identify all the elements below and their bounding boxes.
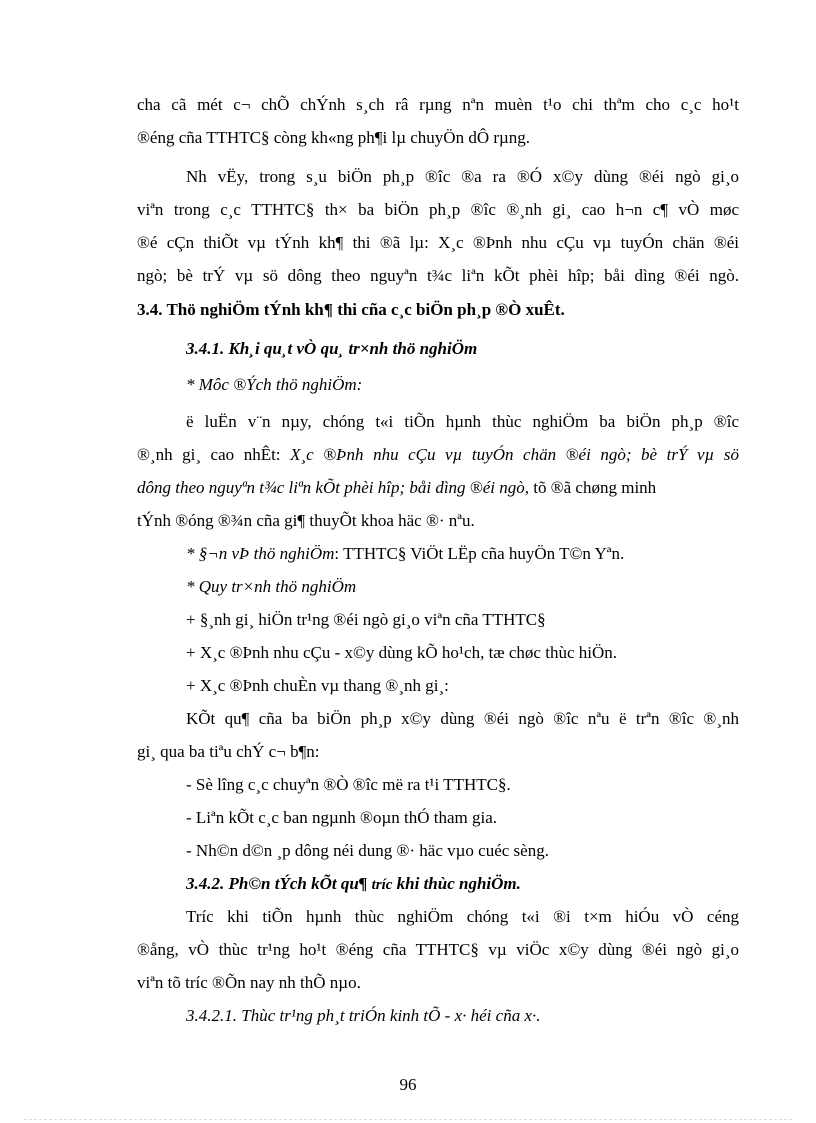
page-bottom-rule (24, 1119, 792, 1120)
paragraph-line: cha cã mét c¬ chÕ chÝnh s¸ch râ rµng nªn muèn t¹o chi thªm cho c¸c ho¹t (137, 95, 739, 114)
italic-text-run: X¸c ®Þnh nhu cÇu vµ tuyÓn chän ®éi ngò; bè trÝ vµ sö (290, 445, 739, 464)
process-label: * Quy tr×nh thö nghiÖm (186, 577, 357, 596)
criteria-item: - Liªn kÕt c¸c ban ngµnh ®oµn thÓ tham gia. (186, 808, 498, 827)
paragraph-line: ngò; bè trÝ vµ sö dông theo nguyªn t¾c liªn kÕt phèi hîp; båi dìng ®éi ngò. (137, 266, 739, 285)
heading-run: khi thùc nghiÖm. (392, 874, 521, 893)
unit-label: * §¬n vÞ thö nghiÖm (186, 544, 335, 563)
criteria-item: - Nh©n d©n ¸p dông néi dung ®· häc vµo cuéc sèng. (186, 841, 549, 860)
unit-value: : TTHTC§ ViÖt LËp cña huyÖn T©n Yªn. (334, 544, 625, 563)
paragraph-line: tÝnh ®óng ®¾n cña gi¶ thuyÕt khoa häc ®· nªu. (137, 511, 475, 530)
heading-run: 3.4.2. Ph©n tÝch kÕt qu¶ (186, 874, 372, 893)
paragraph-line: viªn trong c¸c TTHTC§ th× ba biÖn ph¸p ®îc ®¸nh gi¸ cao h¬n c¶ vÒ møc (137, 200, 739, 219)
subsection-heading (186, 872, 739, 897)
paragraph-line: viªn tõ tríc ®Õn nay nh thÕ nµo. (137, 973, 361, 992)
subsubsection-heading: 3.4.2.1. Thùc tr¹ng ph¸t triÓn kinh tÕ - x· héi cña x·. (186, 1006, 541, 1025)
process-step: + X¸c ®Þnh chuÈn vµ thang ®¸nh gi¸: (186, 676, 449, 695)
paragraph-line: Tríc khi tiÕn hµnh thùc nghiÖm chóng t«i ®i t×m hiÓu vÒ céng (186, 907, 739, 926)
process-step: + X¸c ®Þnh nhu cÇu - x©y dùng kÕ ho¹ch, tæ chøc thùc hiÖn. (186, 643, 617, 662)
text-run: ®¸nh gi¸ cao nhÊt: (137, 445, 291, 464)
process-step: + §¸nh gi¸ hiÖn tr¹ng ®éi ngò gi¸o viªn cña TTHTC§ (186, 610, 546, 629)
text-run: , tõ ®ã chøng minh (524, 478, 657, 497)
paragraph-line (137, 443, 739, 467)
paragraph-line (137, 476, 739, 500)
paragraph-line: ®é cÇn thiÕt vµ tÝnh kh¶ thi ®ã lµ: X¸c ®Þnh nhu cÇu vµ tuyÓn chän ®éi (137, 233, 739, 252)
page-number: 96 (399, 1075, 417, 1094)
subsection-heading: 3.4.1. Kh¸i qu¸t vÒ qu¸ tr×nh thö nghiÖm (186, 339, 478, 358)
paragraph-line: ë luËn v¨n nµy, chóng t«i tiÕn hµnh thùc nghiÖm ba biÖn ph¸p ®îc (186, 412, 739, 431)
purpose-label: * Môc ®Ých thö nghiÖm: (186, 375, 363, 394)
paragraph-line: ®ång, vÒ thùc tr¹ng ho¹t ®éng cña TTHTC§ vµ viÖc x©y dùng ®éi ngò gi¸o (137, 940, 739, 959)
paragraph-line: ®éng cña TTHTC§ còng kh«ng ph¶i lµ chuyÖn dÔ rµng. (137, 128, 531, 147)
criteria-item: - Sè lîng c¸c chuyªn ®Ò ®îc më ra t¹i TTHTC§. (186, 775, 511, 794)
paragraph-line: KÕt qu¶ cña ba biÖn ph¸p x©y dùng ®éi ngò ®îc nªu ë trªn ®îc ®¸nh (186, 709, 739, 728)
paragraph-line: gi¸ qua ba tiªu chÝ c¬ b¶n: (137, 742, 320, 761)
paragraph-line: Nh vËy, trong s¸u biÖn ph¸p ®îc ®a ra ®Ó x©y dùng ®éi ngò gi¸o (186, 167, 739, 186)
unit-line (186, 542, 739, 566)
section-heading: 3.4. Thö nghiÖm tÝnh kh¶ thi cña c¸c biÖn ph¸p ®Ò xuÊt. (137, 300, 565, 319)
heading-run: tríc (371, 877, 393, 893)
italic-text-run: dông theo nguyªn t¾c liªn kÕt phèi hîp; båi dìng ®éi ngò (137, 478, 525, 497)
